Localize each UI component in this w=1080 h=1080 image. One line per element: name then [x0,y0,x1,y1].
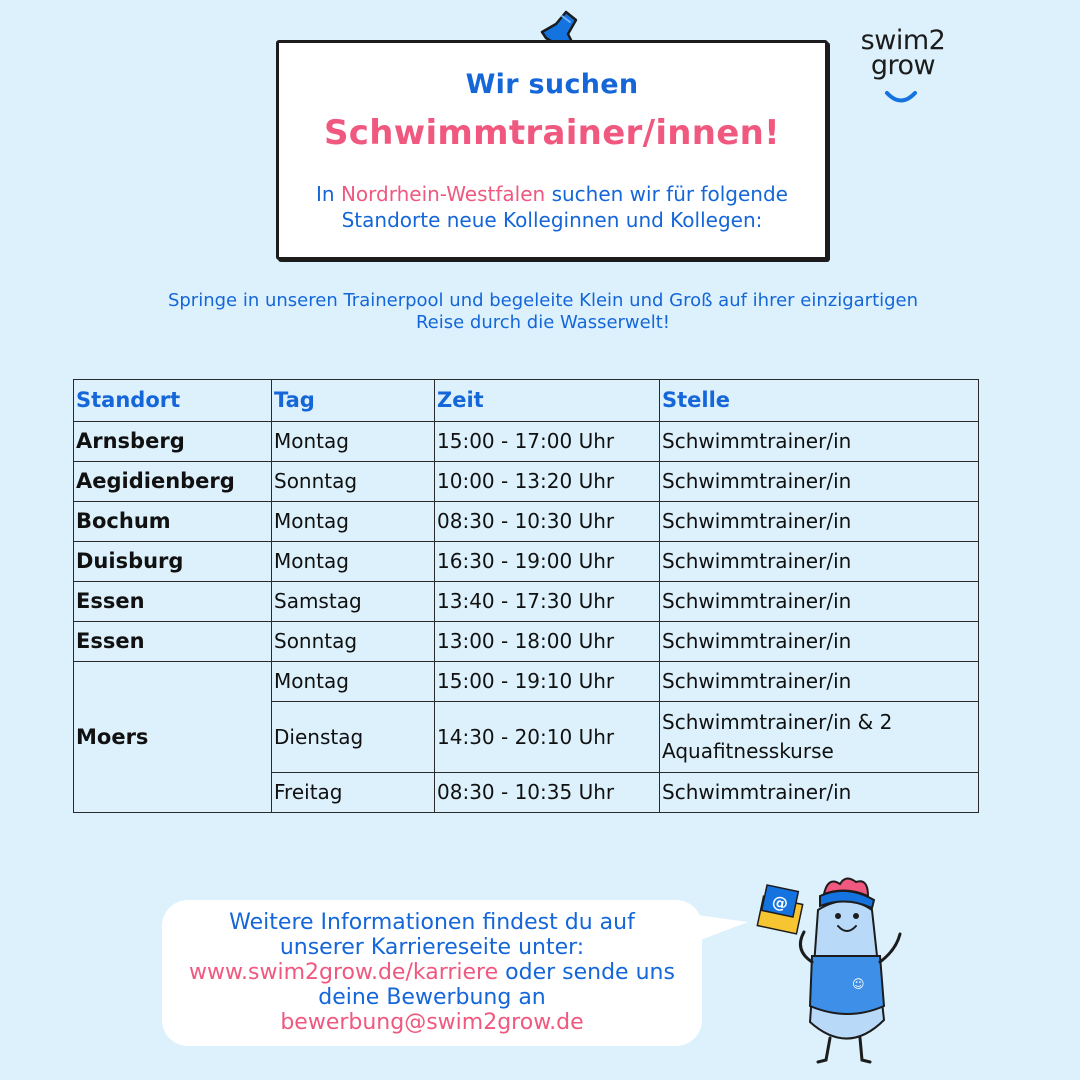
table-row [74,662,979,702]
table-row [74,582,979,622]
table-row [74,462,979,502]
contact-line2: unserer Karriereseite unter: [279,935,585,960]
contact-line4: deine Bewerbung an [318,985,546,1010]
cell-standort: Duisburg [74,542,272,582]
cell-zeit: 15:00 - 19:10 Uhr [435,662,660,702]
contact-line3-suffix: oder sende uns [498,960,675,985]
header-title: Schwimmtrainer/innen! [324,113,780,153]
cell-stelle: Schwimmtrainer/in & 2 Aquafitnesskurse [660,702,979,773]
table-row [74,622,979,662]
cell-tag: Sonntag [272,462,435,502]
cell-tag: Montag [272,542,435,582]
cell-stelle: Schwimmtrainer/in [660,462,979,502]
header-tag: Tag [272,380,435,422]
header-zeit: Zeit [435,380,660,422]
cell-stelle: Schwimmtrainer/in [660,502,979,542]
cell-tag: Montag [272,662,435,702]
brand-logo [848,25,958,98]
header-card [276,40,828,260]
table-header-row [74,380,979,422]
cell-standort: Bochum [74,502,272,542]
cell-zeit: 10:00 - 13:20 Uhr [435,462,660,502]
table-row [74,422,979,462]
intro-text: Springe in unseren Trainerpool und begeleite Klein und Groß auf ihrer einzigartigen Reise durch die Wasserwelt! [167,290,919,333]
cell-zeit: 15:00 - 17:00 Uhr [435,422,660,462]
table-row [74,502,979,542]
header-description [289,181,815,233]
desc-prefix: In [316,182,341,206]
cell-zeit: 13:40 - 17:30 Uhr [435,582,660,622]
cell-tag: Dienstag [272,702,435,773]
cell-standort: Arnsberg [74,422,272,462]
brand-logo-line2: grow [870,50,936,81]
cell-zeit: 08:30 - 10:35 Uhr [435,773,660,813]
career-link[interactable]: www.swim2grow.de/karriere [189,960,499,985]
desc-suffix: suchen wir für folgende Standorte neue Kolleginnen und Kollegen: [341,182,788,232]
cell-stelle: Schwimmtrainer/in [660,542,979,582]
cell-stelle: Schwimmtrainer/in [660,662,979,702]
brand-logo-line1: swim2 [860,25,946,56]
contact-line3 [162,960,702,985]
cell-tag: Montag [272,422,435,462]
cell-standort-moers: Moers [74,662,272,813]
cell-tag: Samstag [272,582,435,622]
cell-zeit: 13:00 - 18:00 Uhr [435,622,660,662]
contact-text [162,910,702,1035]
header-standort: Standort [74,380,272,422]
cell-stelle: Schwimmtrainer/in [660,622,979,662]
smile-icon [884,90,918,106]
schedule-table [73,379,979,813]
svg-text:@: @ [770,891,790,914]
header-stelle: Stelle [660,380,979,422]
cell-stelle: Schwimmtrainer/in [660,773,979,813]
cell-tag: Sonntag [272,622,435,662]
cell-tag: Freitag [272,773,435,813]
table-row [74,542,979,582]
cell-standort: Aegidienberg [74,462,272,502]
contact-line1: Weitere Informationen findest du auf [229,910,635,935]
region-name: Nordrhein-Westfalen [340,182,546,206]
cell-zeit: 08:30 - 10:30 Uhr [435,502,660,542]
header-kicker: Wir suchen [465,69,639,100]
cell-standort: Essen [74,622,272,662]
cell-standort: Essen [74,582,272,622]
svg-text:☺: ☺ [852,977,865,991]
email-link[interactable]: bewerbung@swim2grow.de [280,1010,584,1035]
mascot-illustration [748,870,928,1070]
cell-stelle: Schwimmtrainer/in [660,422,979,462]
cell-zeit: 16:30 - 19:00 Uhr [435,542,660,582]
cell-tag: Montag [272,502,435,542]
envelope-icon [757,885,802,934]
cell-stelle: Schwimmtrainer/in [660,582,979,622]
contact-bubble [162,900,702,1046]
cell-zeit: 14:30 - 20:10 Uhr [435,702,660,773]
